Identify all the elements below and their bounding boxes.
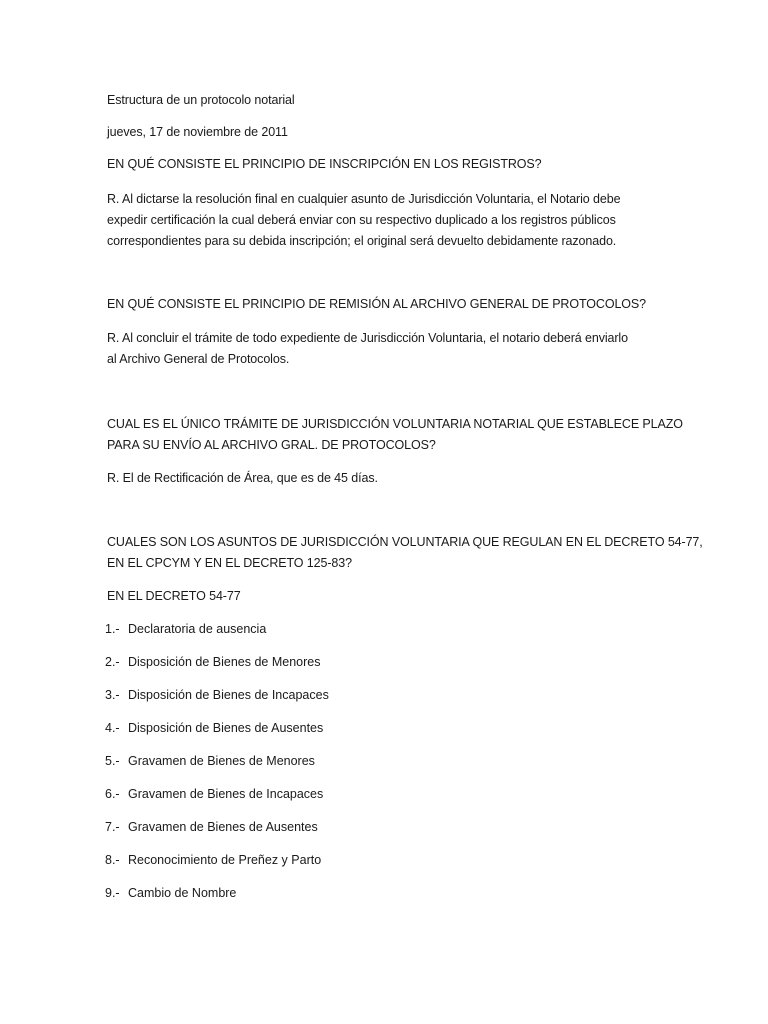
list-item xyxy=(105,886,236,900)
answer-1-line-2: expedir certificación la cual deberá enviar con su respectivo duplicado a los registros públicos xyxy=(107,213,616,227)
question-2: EN QUÉ CONSISTE EL PRINCIPIO DE REMISIÓN AL ARCHIVO GENERAL DE PROTOCOLOS? xyxy=(107,297,647,311)
list-item-number: 6.- xyxy=(105,787,120,801)
list-item-number: 2.- xyxy=(105,655,120,669)
list-item-number: 7.- xyxy=(105,820,120,834)
list-item-text: Disposición de Bienes de Incapaces xyxy=(128,688,329,702)
document-title: Estructura de un protocolo notarial xyxy=(107,93,295,107)
list-item-number: 4.- xyxy=(105,721,120,735)
question-3-line-2: PARA SU ENVÍO AL ARCHIVO GRAL. DE PROTOCOLOS? xyxy=(107,438,436,452)
list-item-text: Gravamen de Bienes de Incapaces xyxy=(128,787,324,801)
list-item-number: 1.- xyxy=(105,622,120,636)
answer-2-line-1: R. Al concluir el trámite de todo expediente de Jurisdicción Voluntaria, el notario deberá enviarlo xyxy=(107,331,628,345)
answer-1-line-3: correspondientes para su debida inscripción; el original será devuelto debidamente razonado. xyxy=(107,234,617,248)
list-item-number: 8.- xyxy=(105,853,120,867)
list-item xyxy=(105,754,315,768)
list-item-text: Gravamen de Bienes de Ausentes xyxy=(128,820,318,834)
answer-3: R. El de Rectificación de Área, que es de 45 días. xyxy=(107,471,378,485)
list-item xyxy=(105,622,266,636)
list-item-number: 3.- xyxy=(105,688,120,702)
question-3-line-1: CUAL ES EL ÚNICO TRÁMITE DE JURISDICCIÓN VOLUNTARIA NOTARIAL QUE ESTABLECE PLAZO xyxy=(107,417,683,431)
list-item xyxy=(105,853,321,867)
list-item xyxy=(105,721,323,735)
list-item-text: Reconocimiento de Preñez y Parto xyxy=(128,853,322,867)
list-item xyxy=(105,688,329,702)
section-subheading: EN EL DECRETO 54-77 xyxy=(107,589,241,603)
list-item-number: 5.- xyxy=(105,754,120,768)
answer-2-line-2: al Archivo General de Protocolos. xyxy=(107,352,290,366)
list-item xyxy=(105,655,320,669)
list-item-text: Disposición de Bienes de Menores xyxy=(128,655,321,669)
list-item-text: Disposición de Bienes de Ausentes xyxy=(128,721,324,735)
list-item-text: Declaratoria de ausencia xyxy=(128,622,267,636)
list-item-text: Gravamen de Bienes de Menores xyxy=(128,754,315,768)
question-4-line-2: EN EL CPCYM Y EN EL DECRETO 125-83? xyxy=(107,556,352,570)
question-4-line-1: CUALES SON LOS ASUNTOS DE JURISDICCIÓN VOLUNTARIA QUE REGULAN EN EL DECRETO 54-77, xyxy=(107,535,703,549)
list-item-number: 9.- xyxy=(105,886,120,900)
document-date: jueves, 17 de noviembre de 2011 xyxy=(107,125,288,139)
answer-1-line-1: R. Al dictarse la resolución final en cualquier asunto de Jurisdicción Voluntaria, el Notario debe xyxy=(107,192,621,206)
question-1: EN QUÉ CONSISTE EL PRINCIPIO DE INSCRIPCIÓN EN LOS REGISTROS? xyxy=(107,157,542,171)
list-item xyxy=(105,787,323,801)
list-item-text: Cambio de Nombre xyxy=(128,886,237,900)
list-item xyxy=(105,820,318,834)
